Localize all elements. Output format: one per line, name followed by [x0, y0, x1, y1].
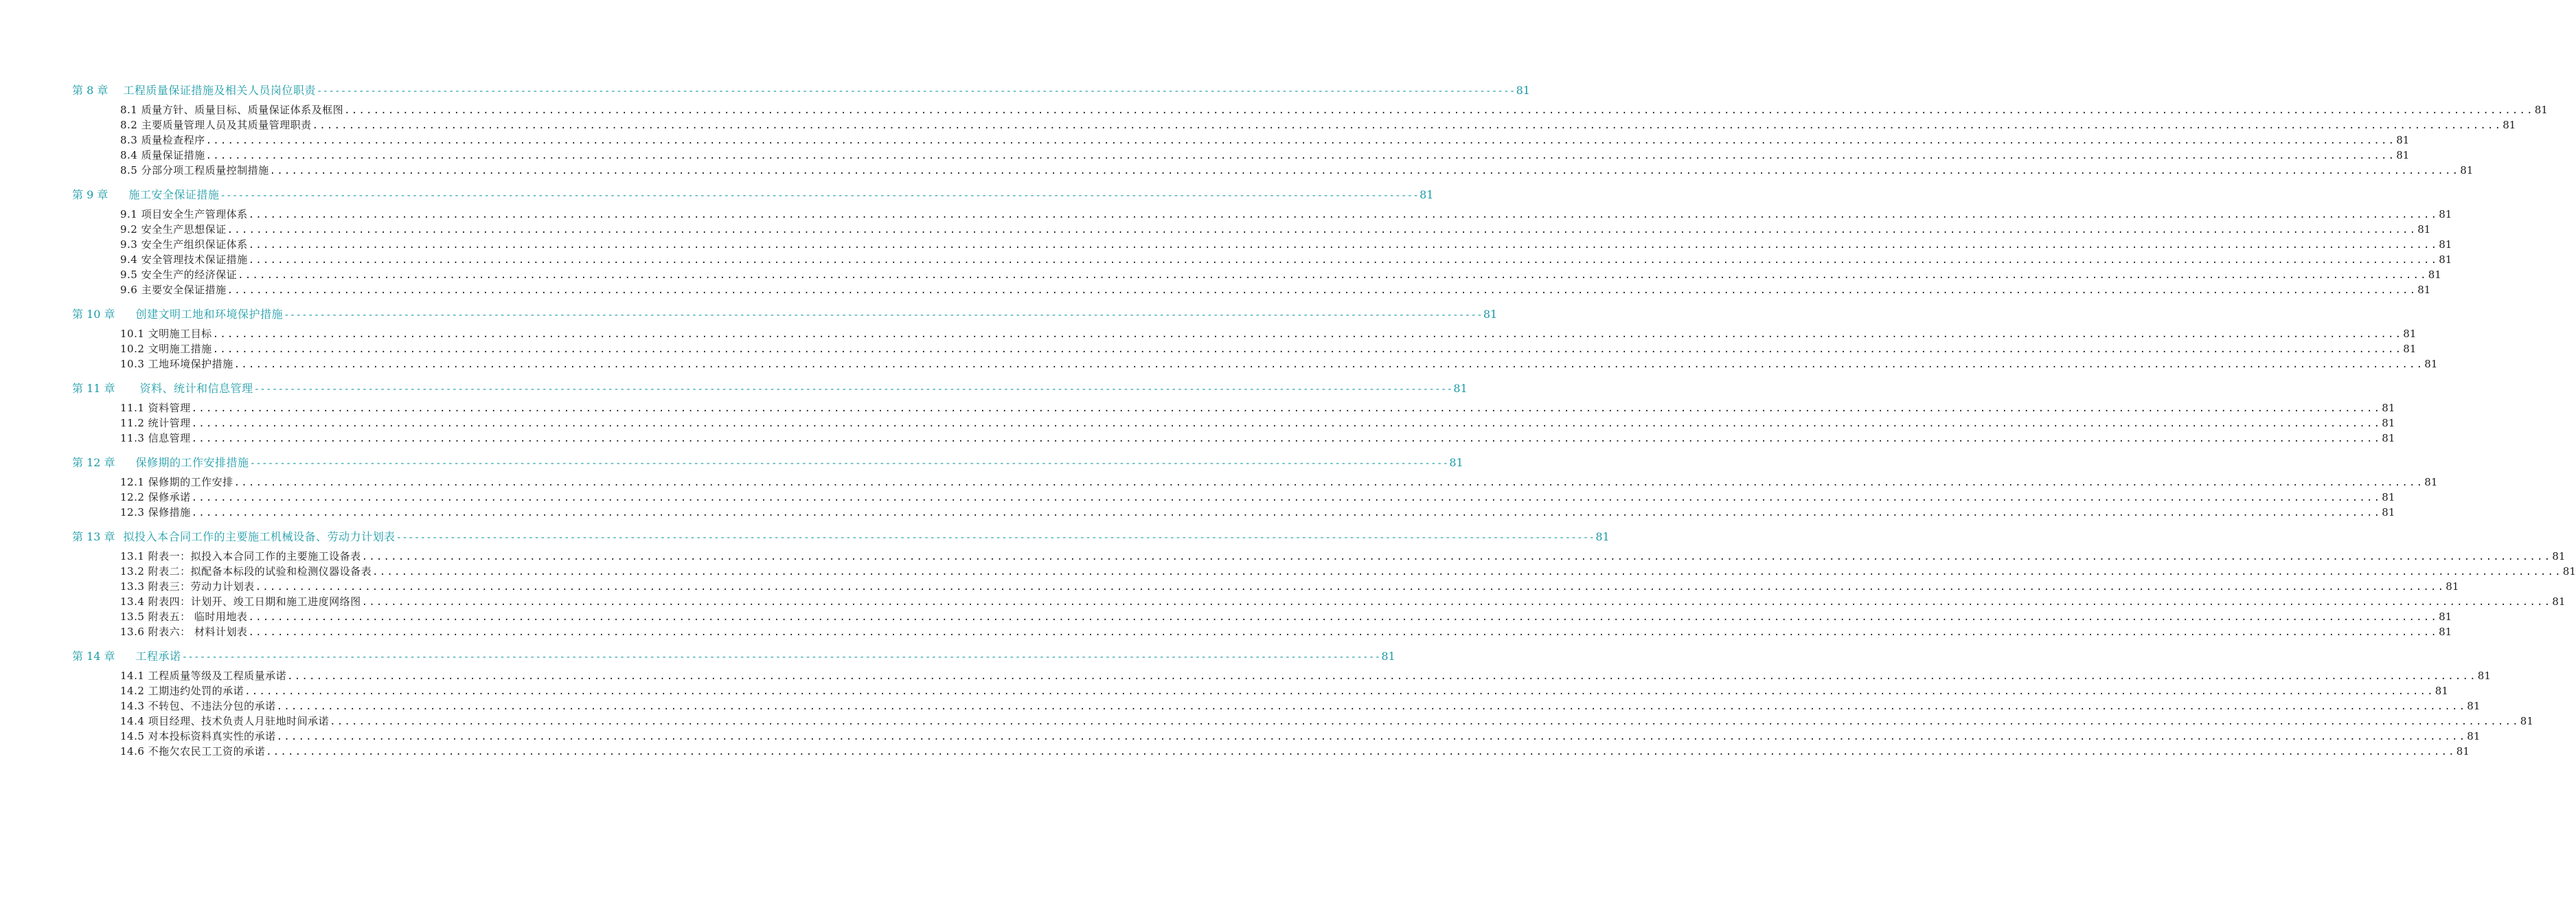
chapter-section — [72, 381, 2395, 446]
dot-leader: ............................................................................................................................................................................................................................................................................................................ — [191, 403, 2382, 414]
entry-title: 11.3 信息管理 — [120, 432, 191, 444]
entry-page-number: 81 — [2552, 595, 2566, 608]
dash-leader: -------------------------------------------------------------------------------------------------------------------------------------------------------------------------------------------------------- — [316, 86, 1516, 97]
toc-entry[interactable] — [72, 102, 2548, 117]
chapter-section — [72, 83, 2548, 178]
toc-entry[interactable] — [72, 207, 2452, 222]
chapter-page-number: 81 — [1420, 188, 1434, 201]
chapter-page-number: 81 — [1595, 530, 1610, 543]
entry-title: 9.1 项目安全生产管理体系 — [120, 208, 248, 220]
chapter-heading[interactable] — [72, 83, 1530, 98]
dot-leader: ............................................................................................................................................................................................................................................................................................................ — [344, 105, 2534, 116]
entry-title: 14.6 不拖欠农民工工资的承诺 — [120, 745, 266, 757]
dot-leader: ............................................................................................................................................................................................................................................................................................................ — [227, 225, 2417, 236]
entry-page-number: 81 — [2552, 550, 2566, 562]
chapter-number: 第 11 章 — [72, 382, 115, 395]
dot-leader: ............................................................................................................................................................................................................................................................................................................ — [191, 508, 2382, 519]
dot-leader: ............................................................................................................................................................................................................................................................................................................ — [361, 551, 2552, 562]
entry-page-number: 81 — [2382, 506, 2395, 519]
chapter-title: 保修期的工作安排措施 — [135, 456, 249, 469]
dot-leader: ............................................................................................................................................................................................................................................................................................................ — [287, 671, 2477, 682]
toc-entry[interactable] — [72, 237, 2452, 252]
table-of-contents — [72, 83, 2576, 768]
chapter-page-number: 81 — [1453, 382, 1468, 395]
dot-leader: ............................................................................................................................................................................................................................................................................................................ — [248, 627, 2439, 638]
entry-title: 14.5 对本投标资料真实性的承诺 — [120, 730, 276, 742]
chapter-heading[interactable] — [72, 649, 1395, 664]
toc-entry[interactable] — [72, 475, 2438, 490]
toc-entry[interactable] — [72, 668, 2491, 683]
toc-entry[interactable] — [72, 282, 2431, 297]
chapter-page-number: 81 — [1381, 650, 1395, 663]
entry-title: 12.2 保修承诺 — [120, 491, 191, 503]
chapter-number: 第 12 章 — [72, 456, 115, 469]
toc-entry[interactable] — [72, 222, 2431, 237]
dash-leader: -------------------------------------------------------------------------------------------------------------------------------------------------------------------------------------------------------- — [249, 458, 1449, 469]
entry-page-number: 81 — [2396, 149, 2410, 161]
dot-leader: ............................................................................................................................................................................................................................................................................................................ — [205, 150, 2396, 161]
dot-leader: ............................................................................................................................................................................................................................................................................................................ — [248, 240, 2439, 251]
toc-entry[interactable] — [72, 698, 2481, 714]
dot-leader: ............................................................................................................................................................................................................................................................................................................ — [312, 120, 2503, 131]
entry-page-number: 81 — [2439, 253, 2452, 266]
entry-title: 13.5 附表五： 临时用地表 — [120, 611, 248, 623]
chapter-title: 施工安全保证措施 — [128, 188, 220, 201]
entry-title: 11.2 统计管理 — [120, 417, 191, 429]
entry-title: 12.3 保修措施 — [120, 506, 191, 519]
entry-page-number: 81 — [2382, 491, 2395, 503]
entry-page-number: 81 — [2477, 670, 2491, 682]
dot-leader: ............................................................................................................................................................................................................................................................................................................ — [276, 701, 2467, 712]
entry-title: 8.4 质量保证措施 — [120, 149, 205, 161]
entry-title: 10.3 工地环境保护措施 — [120, 358, 233, 370]
toc-entry[interactable] — [72, 356, 2438, 372]
entry-title: 9.5 安全生产的经济保证 — [120, 269, 238, 281]
chapter-number: 第 10 章 — [72, 308, 115, 321]
toc-entry[interactable] — [72, 683, 2448, 698]
entry-page-number: 81 — [2439, 611, 2452, 623]
entry-page-number: 81 — [2424, 476, 2438, 488]
toc-entry[interactable] — [72, 400, 2395, 415]
entry-title: 10.1 文明施工目标 — [120, 328, 212, 340]
entry-title: 14.1 工程质量等级及工程质量承诺 — [120, 670, 287, 682]
dot-leader: ............................................................................................................................................................................................................................................................................................................ — [233, 359, 2424, 370]
toc-entry[interactable] — [72, 714, 2533, 729]
chapter-title: 工程承诺 — [135, 650, 181, 663]
entry-title: 13.3 附表三：劳动力计划表 — [120, 580, 255, 593]
entry-page-number: 81 — [2562, 565, 2576, 578]
entry-title: 9.6 主要安全保证措施 — [120, 284, 227, 296]
chapter-heading[interactable] — [72, 529, 1610, 545]
toc-entry[interactable] — [72, 133, 2410, 148]
toc-entry[interactable] — [72, 117, 2516, 133]
toc-entry[interactable] — [72, 415, 2395, 431]
dot-leader: ............................................................................................................................................................................................................................................................................................................ — [238, 270, 2428, 281]
toc-entry[interactable] — [72, 744, 2470, 759]
dot-leader: ............................................................................................................................................................................................................................................................................................................ — [191, 433, 2382, 444]
entry-page-number: 81 — [2520, 715, 2533, 727]
chapter-title: 拟投入本合同工作的主要施工机械设备、劳动力计划表 — [123, 530, 396, 543]
dot-leader: ............................................................................................................................................................................................................................................................................................................ — [205, 135, 2396, 146]
dot-leader: ............................................................................................................................................................................................................................................................................................................ — [361, 597, 2552, 608]
toc-entry[interactable] — [72, 490, 2395, 505]
entry-title: 10.2 文明施工措施 — [120, 343, 212, 355]
dot-leader: ............................................................................................................................................................................................................................................................................................................ — [248, 612, 2439, 623]
entry-title: 9.3 安全生产组织保证体系 — [120, 238, 248, 251]
dash-leader: -------------------------------------------------------------------------------------------------------------------------------------------------------------------------------------------------------- — [284, 310, 1483, 321]
chapter-section — [72, 649, 2533, 759]
chapter-heading[interactable] — [72, 187, 1434, 203]
toc-entry[interactable] — [72, 549, 2566, 564]
chapter-number: 第 14 章 — [72, 650, 115, 663]
dot-leader: ............................................................................................................................................................................................................................................................................................................ — [248, 209, 2439, 220]
entry-page-number: 81 — [2382, 402, 2395, 414]
dot-leader: ............................................................................................................................................................................................................................................................................................................ — [266, 747, 2456, 757]
chapter-heading[interactable] — [72, 307, 1498, 322]
toc-entry[interactable] — [72, 163, 2474, 178]
toc-entry[interactable] — [72, 609, 2452, 624]
dot-leader: ............................................................................................................................................................................................................................................................................................................ — [212, 329, 2403, 340]
entry-title: 11.1 资料管理 — [120, 402, 191, 414]
entry-page-number: 81 — [2446, 580, 2459, 593]
toc-entry[interactable] — [72, 579, 2459, 594]
dash-leader: -------------------------------------------------------------------------------------------------------------------------------------------------------------------------------------------------------- — [220, 190, 1420, 201]
dot-leader: ............................................................................................................................................................................................................................................................................................................ — [227, 285, 2417, 296]
entry-page-number: 81 — [2534, 104, 2548, 116]
entry-title: 12.1 保修期的工作安排 — [120, 476, 233, 488]
chapter-number: 第 13 章 — [72, 530, 115, 543]
entry-page-number: 81 — [2403, 328, 2417, 340]
chapter-page-number: 81 — [1449, 456, 1463, 469]
dot-leader: ............................................................................................................................................................................................................................................................................................................ — [276, 731, 2467, 742]
chapter-number: 第 8 章 — [72, 84, 109, 97]
dot-leader: ............................................................................................................................................................................................................................................................................................................ — [255, 582, 2446, 593]
chapter-heading[interactable] — [72, 455, 1463, 470]
entry-page-number: 81 — [2439, 208, 2452, 220]
chapter-title: 创建文明工地和环境保护措施 — [135, 308, 284, 321]
entry-title: 8.2 主要质量管理人员及其质量管理职责 — [120, 119, 312, 131]
entry-title: 13.2 附表二：拟配备本标段的试验和检测仪器设备表 — [120, 565, 372, 578]
entry-page-number: 81 — [2428, 269, 2441, 281]
chapter-title: 工程质量保证措施及相关人员岗位职责 — [123, 84, 316, 97]
dot-leader: ............................................................................................................................................................................................................................................................................................................ — [212, 344, 2403, 355]
dash-leader: -------------------------------------------------------------------------------------------------------------------------------------------------------------------------------------------------------- — [253, 384, 1453, 395]
toc-entry[interactable] — [72, 505, 2395, 520]
toc-entry[interactable] — [72, 326, 2417, 341]
entry-page-number: 81 — [2460, 164, 2474, 176]
chapter-section — [72, 529, 2576, 639]
toc-entry[interactable] — [72, 729, 2481, 744]
dot-leader: ............................................................................................................................................................................................................................................................................................................ — [244, 686, 2435, 697]
chapter-heading[interactable] — [72, 381, 1468, 396]
entry-title: 13.1 附表一：拟投入本合同工作的主要施工设备表 — [120, 550, 361, 562]
dot-leader: ............................................................................................................................................................................................................................................................................................................ — [330, 716, 2520, 727]
toc-entry[interactable] — [72, 564, 2576, 579]
toc-entry[interactable] — [72, 624, 2452, 639]
dot-leader: ............................................................................................................................................................................................................................................................................................................ — [191, 418, 2382, 429]
entry-title: 8.1 质量方针、质量目标、质量保证体系及框图 — [120, 104, 344, 116]
entry-page-number: 81 — [2503, 119, 2516, 131]
entry-title: 14.4 项目经理、技术负责人月驻地时间承诺 — [120, 715, 330, 727]
chapter-page-number: 81 — [1483, 308, 1498, 321]
entry-title: 13.6 附表六： 材料计划表 — [120, 626, 248, 638]
dot-leader: ............................................................................................................................................................................................................................................................................................................ — [191, 492, 2382, 503]
entry-page-number: 81 — [2456, 745, 2470, 757]
entry-title: 14.2 工期违约处罚的承诺 — [120, 685, 244, 697]
toc-entry[interactable] — [72, 431, 2395, 446]
dot-leader: ............................................................................................................................................................................................................................................................................................................ — [233, 477, 2424, 488]
chapter-title: 资料、统计和信息管理 — [139, 382, 253, 395]
dot-leader: ............................................................................................................................................................................................................................................................................................................ — [248, 255, 2439, 266]
toc-entry[interactable] — [72, 252, 2452, 267]
toc-entry[interactable] — [72, 594, 2566, 609]
entry-page-number: 81 — [2435, 685, 2448, 697]
dash-leader: -------------------------------------------------------------------------------------------------------------------------------------------------------------------------------------------------------- — [181, 652, 1381, 663]
dot-leader: ............................................................................................................................................................................................................................................................................................................ — [372, 567, 2562, 578]
chapter-section — [72, 307, 2438, 372]
entry-title: 14.3 不转包、不违法分包的承诺 — [120, 700, 276, 712]
entry-title: 9.2 安全生产思想保证 — [120, 223, 227, 236]
dot-leader: ............................................................................................................................................................................................................................................................................................................ — [269, 166, 2460, 176]
entry-page-number: 81 — [2439, 238, 2452, 251]
entry-page-number: 81 — [2403, 343, 2417, 355]
entry-title: 8.3 质量检查程序 — [120, 134, 205, 146]
entry-page-number: 81 — [2382, 417, 2395, 429]
chapter-page-number: 81 — [1516, 84, 1530, 97]
toc-entry[interactable] — [72, 267, 2441, 282]
entry-page-number: 81 — [2467, 700, 2481, 712]
entry-page-number: 81 — [2424, 358, 2438, 370]
entry-page-number: 81 — [2382, 432, 2395, 444]
chapter-section — [72, 455, 2438, 520]
dash-leader: -------------------------------------------------------------------------------------------------------------------------------------------------------------------------------------------------------- — [396, 532, 1595, 543]
entry-title: 8.5 分部分项工程质量控制措施 — [120, 164, 269, 176]
entry-page-number: 81 — [2417, 284, 2431, 296]
entry-page-number: 81 — [2417, 223, 2431, 236]
toc-entry[interactable] — [72, 148, 2410, 163]
chapter-section — [72, 187, 2452, 297]
chapter-number: 第 9 章 — [72, 188, 109, 201]
entry-page-number: 81 — [2467, 730, 2481, 742]
entry-title: 9.4 安全管理技术保证措施 — [120, 253, 248, 266]
entry-title: 13.4 附表四：计划开、竣工日期和施工进度网络图 — [120, 595, 361, 608]
entry-page-number: 81 — [2439, 626, 2452, 638]
entry-page-number: 81 — [2396, 134, 2410, 146]
toc-entry[interactable] — [72, 341, 2417, 356]
